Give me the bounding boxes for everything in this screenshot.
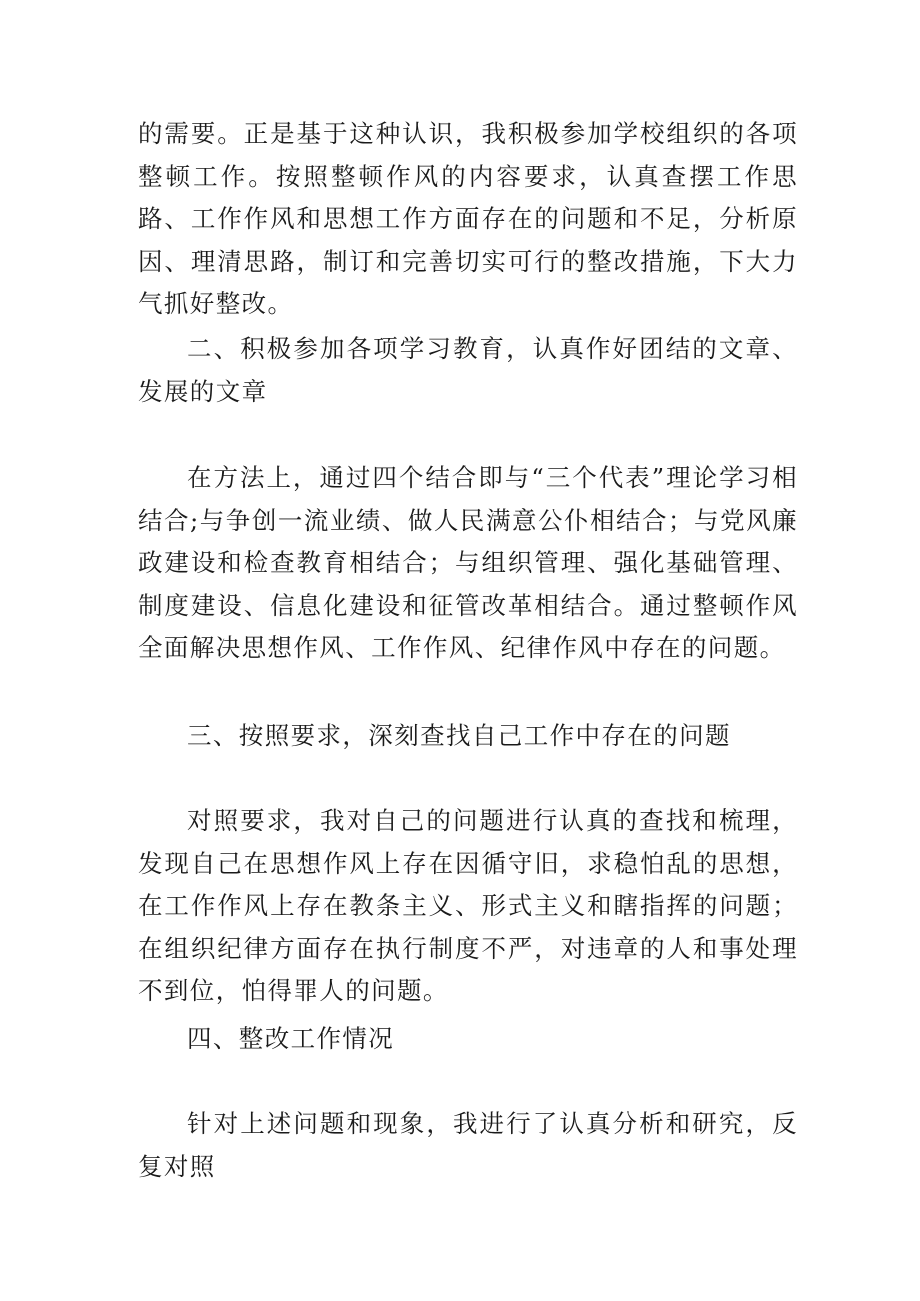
section-heading-3: 三、按照要求，深刻查找自己工作中存在的问题 [187, 721, 731, 750]
body-paragraph-2: 在方法上，通过四个结合即与“三个代表”理论学习相结合;与争创一流业绩、做人民满意公仆相结合；与党风廉政建设和检查教育相结合；与组织管理、强化基础管理、制度建设、信息化建设和征管改革相结合。通过整顿作风全面解决思想作风、工作作风、纪律作风中存在的问题。 [138, 463, 798, 662]
section-heading-2: 二、积极参加各项学习教育，认真作好团结的文章、发展的文章 [138, 334, 798, 406]
body-paragraph-4: 针对上述问题和现象，我进行了认真分析和研究，反复对照 [138, 1109, 798, 1181]
body-paragraph-1: 的需要。正是基于这种认识，我积极参加学校组织的各项整顿工作。按照整顿作风的内容要求，认真查摆工作思路、工作作风和思想工作方面存在的问题和不足，分析原因、理清思路，制订和完善切实可行的整改措施，下大力气抓好整改。 [138, 119, 798, 318]
body-paragraph-3: 对照要求，我对自己的问题进行认真的查找和梳理，发现自己在思想作风上存在因循守旧，求稳怕乱的思想，在工作作风上存在教条主义、形式主义和瞎指挥的问题；在组织纪律方面存在执行制度不严，对违章的人和事处理不到位，怕得罪人的问题。 [138, 806, 798, 1005]
section-heading-4: 四、整改工作情况 [187, 1024, 395, 1053]
